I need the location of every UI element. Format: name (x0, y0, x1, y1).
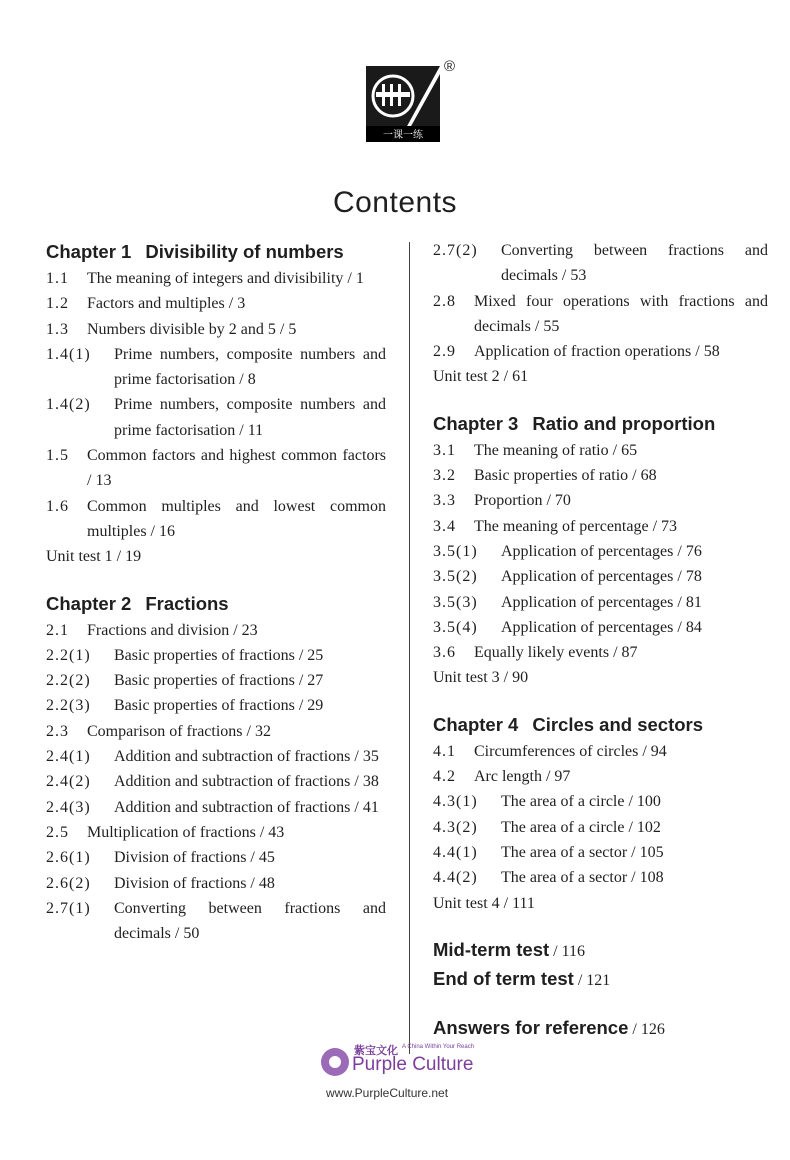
section-number: 2.4(3) (46, 798, 91, 816)
section-number: 1.3 (46, 320, 69, 338)
toc-entry (46, 266, 386, 291)
watermark-cn: 紫宝文化 (354, 1045, 398, 1057)
unit-test-entry: Unit test 2 / 61 (433, 368, 529, 386)
toc-entry (433, 865, 768, 890)
toc-entry (46, 392, 386, 443)
toc-entry (433, 764, 768, 789)
toc-entry (433, 815, 768, 840)
section-number: 4.2 (433, 768, 456, 786)
section-number: 3.1 (433, 441, 456, 459)
section-title: Factors and multiples / 3 (87, 295, 246, 313)
toc-entry (433, 615, 768, 640)
section-title: Converting between fractions and decimals / 50 (114, 899, 386, 943)
section-number: 4.4(1) (433, 843, 478, 861)
page-title: Contents (332, 186, 458, 219)
section-number: 3.3 (433, 492, 456, 510)
toc-entry (433, 840, 768, 865)
toc-entry (433, 289, 768, 340)
toc-entry (46, 795, 386, 820)
toc-entry (46, 820, 386, 845)
section-number: 3.5(3) (433, 593, 478, 611)
toc-entry (46, 693, 386, 718)
toc-entry (46, 668, 386, 693)
section-title: Mixed four operations with fractions and decimals / 55 (474, 292, 768, 335)
major-test-entry (433, 936, 768, 965)
svg-text:一课一练: 一课一练 (383, 130, 423, 141)
section-title: The area of a circle / 100 (501, 793, 661, 811)
chapter-title: Circles and sectors (532, 713, 704, 735)
section-title: The meaning of integers and divisibility / 1 (87, 270, 364, 287)
section-title: Basic properties of fractions / 25 (114, 646, 324, 664)
section-title: Division of fractions / 45 (114, 849, 275, 867)
section-title: Circumferences of circles / 94 (474, 742, 667, 760)
chapter-heading (46, 238, 386, 266)
toc-entry (433, 339, 768, 364)
toc-entry (46, 871, 386, 896)
section-number: 2.7(2) (433, 242, 478, 259)
watermark-name: Purple Culture (352, 1054, 474, 1075)
section-title: Common factors and highest common factors / 13 (87, 447, 386, 490)
section-number: 2.2(3) (46, 697, 91, 715)
toc-entry (433, 640, 768, 665)
chapter-number: Chapter 4 (433, 713, 519, 735)
page-number: / 121 (573, 971, 611, 989)
section-title: Application of percentages / 76 (501, 542, 702, 560)
section-number: 1.4(2) (46, 396, 91, 414)
spacer (433, 994, 768, 1014)
section-number: 2.3 (46, 722, 69, 740)
toc-entry (433, 564, 768, 589)
toc-entry (433, 590, 768, 615)
section-number: 2.9 (433, 343, 456, 361)
major-test-title: Answers for reference (433, 1016, 629, 1038)
section-title: The area of a sector / 105 (501, 843, 664, 861)
toc-entry (433, 739, 768, 764)
section-title: Addition and subtraction of fractions / 41 (114, 798, 379, 816)
watermark-url: www.PurpleCulture.net (326, 1086, 449, 1100)
section-title: The meaning of percentage / 73 (474, 517, 678, 535)
chapter-title: Fractions (145, 592, 229, 614)
toc-entry (46, 744, 386, 769)
spacer (433, 390, 768, 410)
section-number: 2.7(1) (46, 899, 91, 917)
major-test-title: End of term test (433, 967, 574, 989)
section-title: Application of percentages / 78 (501, 568, 702, 586)
section-title: Comparison of fractions / 32 (87, 722, 271, 740)
section-title: Basic properties of ratio / 68 (474, 467, 657, 485)
chapter-heading (46, 590, 386, 618)
section-title: The area of a sector / 108 (501, 869, 664, 887)
toc-entry (433, 463, 768, 488)
major-test-entry (433, 965, 768, 994)
toc-entry (46, 719, 386, 744)
section-number: 2.4(2) (46, 773, 91, 791)
section-number: 1.2 (46, 295, 69, 313)
section-title: Arc length / 97 (474, 768, 571, 786)
spacer (46, 570, 386, 590)
section-title: Multiplication of fractions / 43 (87, 823, 285, 841)
spacer (433, 916, 768, 936)
section-title: Basic properties of fractions / 29 (114, 697, 324, 715)
section-title: Addition and subtraction of fractions / 38 (114, 773, 379, 791)
toc-entry (46, 643, 386, 668)
chapter-title: Ratio and proportion (532, 412, 716, 434)
major-test-entry (433, 1014, 768, 1043)
section-title: Application of percentages / 84 (501, 618, 702, 636)
section-number: 1.6 (46, 497, 69, 515)
section-number: 3.4 (433, 517, 456, 535)
section-title: The area of a circle / 102 (501, 818, 661, 836)
chapter-number: Chapter 3 (433, 412, 519, 434)
section-number: 1.1 (46, 270, 69, 287)
section-number: 2.5 (46, 823, 69, 841)
page-number: / 126 (628, 1020, 665, 1038)
toc-entry (433, 539, 768, 564)
toc-right-column (433, 238, 768, 1043)
toc-entry (46, 845, 386, 870)
section-number: 3.5(1) (433, 542, 478, 560)
section-number: 3.5(4) (433, 618, 478, 636)
toc-entry (433, 514, 768, 539)
section-title: Numbers divisible by 2 and 5 / 5 (87, 320, 297, 338)
unit-test-entry: Unit test 1 / 19 (46, 548, 142, 566)
toc-entry (433, 238, 768, 289)
section-title: Division of fractions / 48 (114, 874, 275, 892)
section-title: Equally likely events / 87 (474, 644, 638, 662)
chapter-heading (433, 711, 768, 739)
publisher-logo (366, 66, 440, 142)
chapter-title: Divisibility of numbers (145, 241, 344, 262)
section-number: 3.2 (433, 467, 456, 485)
toc-entry (46, 443, 386, 494)
toc-left-column (46, 238, 386, 946)
section-title: Addition and subtraction of fractions / 35 (114, 748, 379, 766)
toc-entry (46, 494, 386, 545)
section-number: 2.4(1) (46, 748, 91, 766)
section-title: Application of percentages / 81 (501, 593, 702, 611)
page-number: / 116 (549, 942, 586, 960)
registered-mark: ® (444, 58, 456, 75)
section-title: Application of fraction operations / 58 (474, 343, 720, 361)
section-title: Proportion / 70 (474, 492, 571, 510)
major-test-title: Mid-term test (433, 938, 550, 960)
section-number: 2.1 (46, 621, 69, 639)
section-title: Fractions and division / 23 (87, 621, 258, 639)
section-number: 3.5(2) (433, 568, 478, 586)
section-number: 2.8 (433, 292, 456, 310)
toc-entry (46, 618, 386, 643)
section-number: 2.6(2) (46, 874, 91, 892)
section-number: 2.2(1) (46, 646, 91, 664)
toc-entry (46, 896, 386, 947)
unit-test-entry: Unit test 3 / 90 (433, 669, 529, 687)
section-number: 2.2(2) (46, 672, 91, 690)
unit-test-entry: Unit test 4 / 111 (433, 894, 535, 912)
section-title: Converting between fractions and decimals / 53 (501, 242, 768, 285)
watermark-slogan: A China Within Your Reach (402, 1044, 475, 1050)
section-number: 3.6 (433, 644, 456, 662)
watermark-logo-icon (318, 1044, 352, 1080)
spacer (433, 691, 768, 711)
section-number: 1.5 (46, 447, 69, 465)
toc-entry (433, 789, 768, 814)
chapter-heading (433, 410, 768, 438)
section-title: Prime numbers, composite numbers and prime factorisation / 11 (114, 396, 386, 439)
section-number: 2.6(1) (46, 849, 91, 867)
purple-culture-watermark (318, 1042, 498, 1104)
section-number: 1.4(1) (46, 345, 91, 363)
section-title: Basic properties of fractions / 27 (114, 672, 324, 690)
section-number: 4.3(2) (433, 818, 478, 836)
toc-entry (46, 317, 386, 342)
section-title: Common multiples and lowest common multiples / 16 (87, 497, 386, 540)
toc-entry (433, 488, 768, 513)
section-title: Prime numbers, composite numbers and prime factorisation / 8 (114, 345, 386, 389)
toc-entry (46, 291, 386, 316)
toc-entry (433, 438, 768, 463)
section-title: The meaning of ratio / 65 (474, 441, 638, 459)
chapter-number: Chapter 1 (46, 241, 132, 262)
toc-entry (46, 342, 386, 393)
toc-entry (46, 769, 386, 794)
section-number: 4.3(1) (433, 793, 478, 811)
section-number: 4.4(2) (433, 869, 478, 887)
chapter-number: Chapter 2 (46, 592, 132, 614)
section-number: 4.1 (433, 742, 456, 760)
column-divider (409, 242, 410, 1054)
